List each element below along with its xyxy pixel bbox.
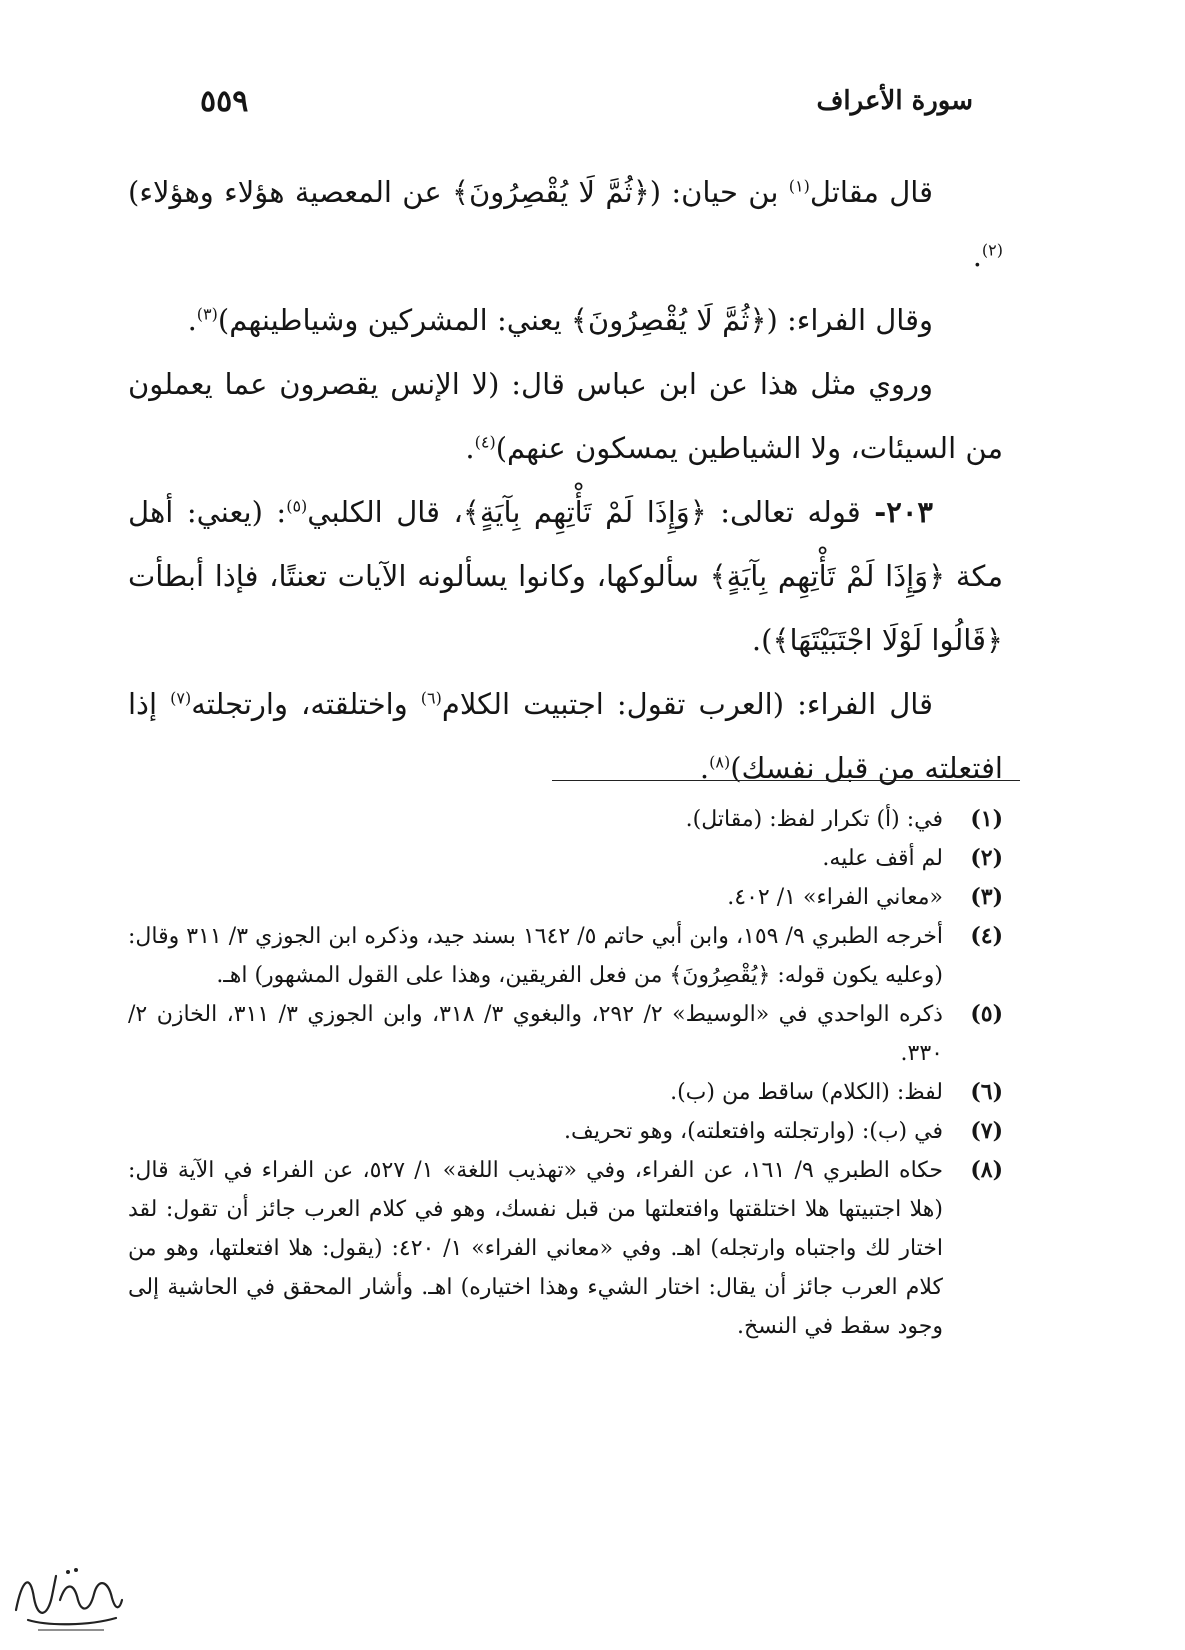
footnote xyxy=(128,1073,1003,1112)
footnote-divider xyxy=(552,780,1020,781)
footnote-text: لم أقف عليه. xyxy=(822,846,943,871)
paragraph-3 xyxy=(128,352,1003,480)
footnote xyxy=(128,800,1003,839)
text-run: واختلقته، وارتجلته xyxy=(191,687,421,721)
footnotes xyxy=(128,800,1003,1346)
paragraph-2 xyxy=(128,288,1003,352)
footnote-number: (٧) xyxy=(970,1118,1003,1144)
footnote-ref[interactable]: (٥) xyxy=(286,496,308,516)
text-run: إذا افتعلته من قبل نفسك) xyxy=(128,687,1003,785)
text-run: قوله تعالى: ﴿وَإِذَا لَمْ تَأْتِهِم بِآيَةٍ﴾، قال الكلبي xyxy=(307,495,875,529)
footnote-number: (٢) xyxy=(970,845,1003,871)
footnote-ref[interactable]: (٣) xyxy=(196,304,218,324)
footnote-text: ذكره الواحدي في «الوسيط» ٢/ ٢٩٢، والبغوي ٣/ ٣١٨، وابن الجوزي ٣/ ٣١١، الخازن ٢/ ٣٣٠. xyxy=(128,1002,943,1066)
footnote-text: «معاني الفراء» ١/ ٤٠٢. xyxy=(727,885,943,910)
text-run: قال الفراء: (العرب تقول: اجتبيت الكلام xyxy=(441,687,933,721)
text-run: وقال الفراء: (﴿ثُمَّ لَا يُقْصِرُونَ﴾ يعني: المشركين وشياطينهم) xyxy=(217,303,933,337)
text-run: . xyxy=(972,239,982,273)
publisher-logo-icon xyxy=(8,1558,126,1634)
page-header xyxy=(128,86,973,126)
footnote xyxy=(128,1151,1003,1346)
paragraph-4 xyxy=(128,480,1003,672)
footnote-ref[interactable]: (٢) xyxy=(981,240,1003,260)
footnote xyxy=(128,1112,1003,1151)
footnote-number: (٣) xyxy=(970,884,1003,910)
paragraph-1 xyxy=(128,160,1003,288)
footnote-ref[interactable]: (٨) xyxy=(709,752,731,772)
footnote-text: لفظ: (الكلام) ساقط من (ب). xyxy=(670,1080,943,1105)
footnote-ref[interactable]: (٦) xyxy=(420,688,442,708)
footnote-text: أخرجه الطبري ٩/ ١٥٩، وابن أبي حاتم ٥/ ١٦٤٢ بسند جيد، وذكره ابن الجوزي ٣/ ٣١١ وقال: (وعليه يكون قوله: ﴿يُقْصِرُونَ﴾ من فعل الفريقين، وهذا على القول المشهور) اهـ. xyxy=(128,924,944,988)
footnote-number: (٨) xyxy=(970,1157,1003,1183)
footnote-text: في (ب): (وارتجلته وافتعلته)، وهو تحريف. xyxy=(564,1119,943,1144)
footnote-ref[interactable]: (٧) xyxy=(170,688,192,708)
text-run: . xyxy=(187,303,197,337)
footnote-number: (٦) xyxy=(970,1079,1003,1105)
footnote-number: (١) xyxy=(970,806,1003,832)
footnote xyxy=(128,995,1003,1073)
text-run: . xyxy=(465,431,475,465)
footnote xyxy=(128,917,1003,995)
footnote xyxy=(128,878,1003,917)
verse-number: ٢٠٣- xyxy=(874,495,933,529)
surah-name: سورة الأعراف xyxy=(816,86,973,116)
text-run: . xyxy=(699,751,710,785)
footnote-number: (٥) xyxy=(970,1001,1003,1027)
footnote-text: في: (أ) تكرار لفظ: (مقاتل). xyxy=(685,807,943,832)
main-text xyxy=(128,160,1003,800)
footnote-text: حكاه الطبري ٩/ ١٦١، عن الفراء، وفي «تهذيب اللغة» ١/ ٥٢٧، عن الفراء في الآية قال: (هلا اجتبيتها هلا اختلقتها وافتعلتها من قبل نفسك، وهو في كلام العرب جائز أن تقول: لقد اختار لك واجتباه وارتجله) اهـ. وفي «معاني الفراء» ١/ ٤٢٠: (يقول: هلا افتعلتها، وهو من كلام العرب جائز أن يقال: اختار الشيء وهذا اختياره) اهـ. وأشار المحقق في الحاشية إلى وجود سقط في النسخ. xyxy=(128,1158,944,1339)
footnote xyxy=(128,839,1003,878)
page-number: ٥٥٩ xyxy=(200,84,249,119)
footnote-number: (٤) xyxy=(970,923,1003,949)
footnote-ref[interactable]: (٤) xyxy=(474,432,496,452)
text-run: قال مقاتل xyxy=(809,175,933,209)
text-run: بن حيان: (﴿ثُمَّ لَا يُقْصِرُونَ﴾ عن المعصية هؤلاء وهؤلاء) xyxy=(128,175,789,209)
footnote-ref[interactable]: (١) xyxy=(788,176,810,196)
text-run: وروي مثل هذا عن ابن عباس قال: (لا الإنس يقصرون عما يعملون من السيئات، ولا الشياطين يمسكون عنهم) xyxy=(128,367,1003,465)
text-run: : (يعني: أهل مكة ﴿وَإِذَا لَمْ تَأْتِهِم بِآيَةٍ﴾ سألوكها، وكانوا يسألونه الآيات تعنتًا، فإذا أبطأت ﴿قَالُوا لَوْلَا اجْتَبَيْتَهَا﴾). xyxy=(128,495,1003,657)
